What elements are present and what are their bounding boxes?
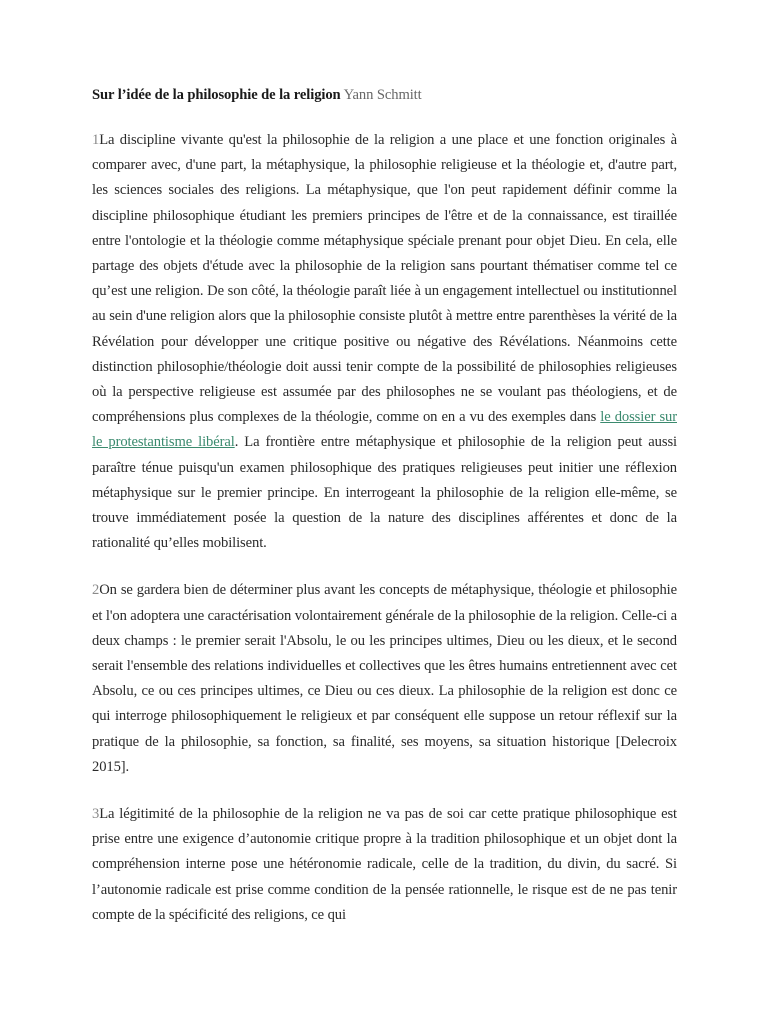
paragraph-3 [92,802,677,928]
article-author: Yann Schmitt [343,87,422,103]
paragraph-number: 1 [92,132,100,148]
paragraph-number: 3 [92,806,100,823]
paragraph-1 [92,128,677,556]
paragraph-text: La discipline vivante qu'est la philosophie de la religion a une place et une fonction originales à comparer avec, d'une part, la métaphysique, la philosophie religieuse et la théologie et, d'autre part, les sciences sociales des religions. La métaphysique, que l'on peut rapidement définir comme la discipline philosophique étudiant les premiers principes de l'être et de la connaissance, est tiraillée entre l'ontologie et la théologie comme métaphysique spéciale prenant pour objet Dieu. En cela, elle partage des objets d'étude avec la philosophie de la religion sans pourtant thématiser comme tel ce qu’est une religion. De son côté, la théologie paraît liée à un engagement intellectuel ou institutionnel au sein d'une religion alors que la philosophie consiste plutôt à mettre entre parenthèses la vérité de la Révélation pour développer une critique positive ou négative des Révélations. Néanmoins cette distinction philosophie/théologie doit aussi tenir compte de la possibilité de philosophies religieuses où la perspective religieuse est assumée par des philosophes ne se voulant pas théologiens, et de compréhensions plus complexes de la théologie, comme on en a vu des exemples dans [92,132,677,426]
document-heading [92,84,677,106]
paragraph-number: 2 [92,582,100,599]
paragraph-2 [92,578,677,780]
paragraph-text: On se gardera bien de déterminer plus avant les concepts de métaphysique, théologie et philosophie et l'on adoptera une caractérisation volontairement générale de la philosophie de la religion. Celle-ci a deux champs : le premier serait l'Absolu, le ou les principes ultimes, Dieu ou les dieux, et le second serait l'ensemble des relations individuelles et collectives que les êtres humains entretiennent avec cet Absolu, ce ou ces principes ultimes, ce Dieu ou ces dieux. La philosophie de la religion est donc ce qui interroge philosophiquement le religieux et par conséquent elle suppose un retour réflexif sur la pratique de la philosophie, sa fonction, sa finalité, ses moyens, sa situation historique [Delecroix 2015]. [92,582,677,775]
dossier-link[interactable]: le dossier sur le protestantisme libéral [92,409,677,451]
article-title: Sur l’idée de la philosophie de la religion [92,87,341,103]
paragraph-text: La légitimité de la philosophie de la religion ne va pas de soi car cette pratique philosophique est prise entre une exigence d’autonomie critique propre à la tradition philosophique et un objet dont la compréhension interne pose une hétéronomie radicale, celle de la tradition, du divin, du sacré. Si l’autonomie radicale est prise comme condition de la pensée rationnelle, le risque est de ne pas tenir compte de la spécificité des religions, ce qui [92,806,677,923]
paragraph-text-continued: . La frontière entre métaphysique et philosophie de la religion peut aussi paraître ténue puisqu'un examen philosophique des pratiques religieuses peut initier une réflexion métaphysique sur le premier principe. En interrogeant la philosophie de la religion elle-même, se trouve immédiatement posée la question de la nature des disciplines afférentes et donc de la rationalité qu’elles mobilisent. [92,434,677,552]
